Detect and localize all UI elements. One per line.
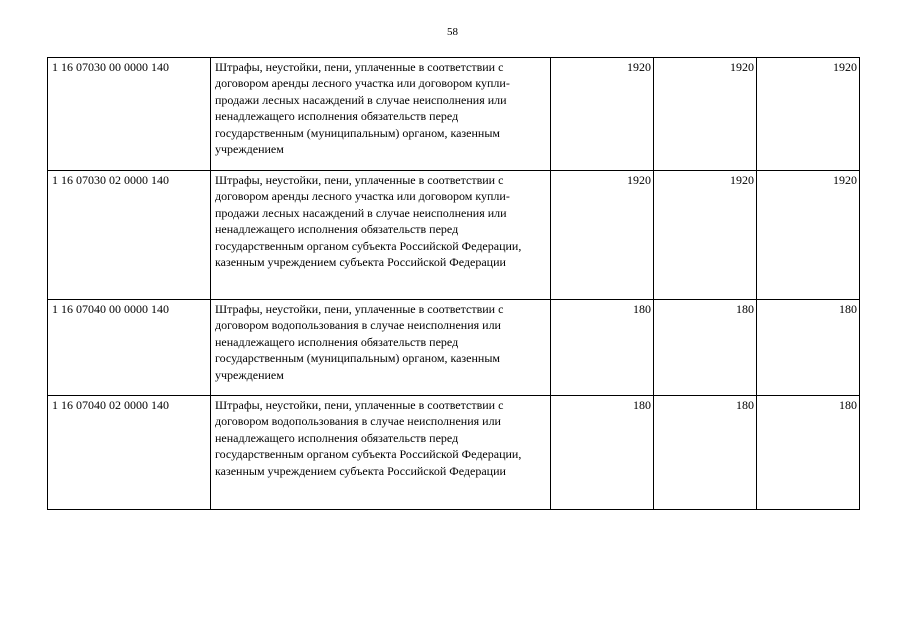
amount-cell-year-2: 180: [654, 396, 757, 510]
description-cell: Штрафы, неустойки, пени, уплаченные в соответствии с договором водопользования в случае неисполнения или ненадлежащего исполнения обязательств перед государственным органом субъекта Российской Федерации, казенным учреждением субъекта Российской Федерации: [211, 396, 551, 510]
budget-table: [47, 57, 860, 510]
page-number: 58: [447, 26, 458, 38]
amount-cell-year-1: 180: [551, 396, 654, 510]
amount-cell-year-2: 1920: [654, 58, 757, 171]
budget-code-cell: 1 16 07040 00 0000 140: [48, 300, 211, 396]
amount-cell-year-3: 1920: [757, 58, 860, 171]
amount-cell-year-1: 180: [551, 300, 654, 396]
budget-code-cell: 1 16 07040 02 0000 140: [48, 396, 211, 510]
amount-cell-year-1: 1920: [551, 171, 654, 300]
table-row: [48, 58, 860, 171]
description-cell: Штрафы, неустойки, пени, уплаченные в соответствии с договором аренды лесного участка или договором купли-продажи лесных насаждений в случае неисполнения или ненадлежащего исполнения обязательств перед государственным органом субъекта Российской Федерации, казенным учреждением субъекта Российской Федерации: [211, 171, 551, 300]
amount-cell-year-1: 1920: [551, 58, 654, 171]
description-cell: Штрафы, неустойки, пени, уплаченные в соответствии с договором аренды лесного участка или договором купли-продажи лесных насаждений в случае неисполнения или ненадлежащего исполнения обязательств перед государственным (муниципальным) органом, казенным учреждением: [211, 58, 551, 171]
amount-cell-year-3: 180: [757, 396, 860, 510]
description-cell: Штрафы, неустойки, пени, уплаченные в соответствии с договором водопользования в случае неисполнения или ненадлежащего исполнения обязательств перед государственным (муниципальным) органом, казенным учреждением: [211, 300, 551, 396]
table-row: [48, 171, 860, 300]
amount-cell-year-2: 180: [654, 300, 757, 396]
amount-cell-year-3: 180: [757, 300, 860, 396]
budget-code-cell: 1 16 07030 00 0000 140: [48, 58, 211, 171]
table-row: [48, 300, 860, 396]
budget-code-cell: 1 16 07030 02 0000 140: [48, 171, 211, 300]
amount-cell-year-3: 1920: [757, 171, 860, 300]
amount-cell-year-2: 1920: [654, 171, 757, 300]
table-row: [48, 396, 860, 510]
